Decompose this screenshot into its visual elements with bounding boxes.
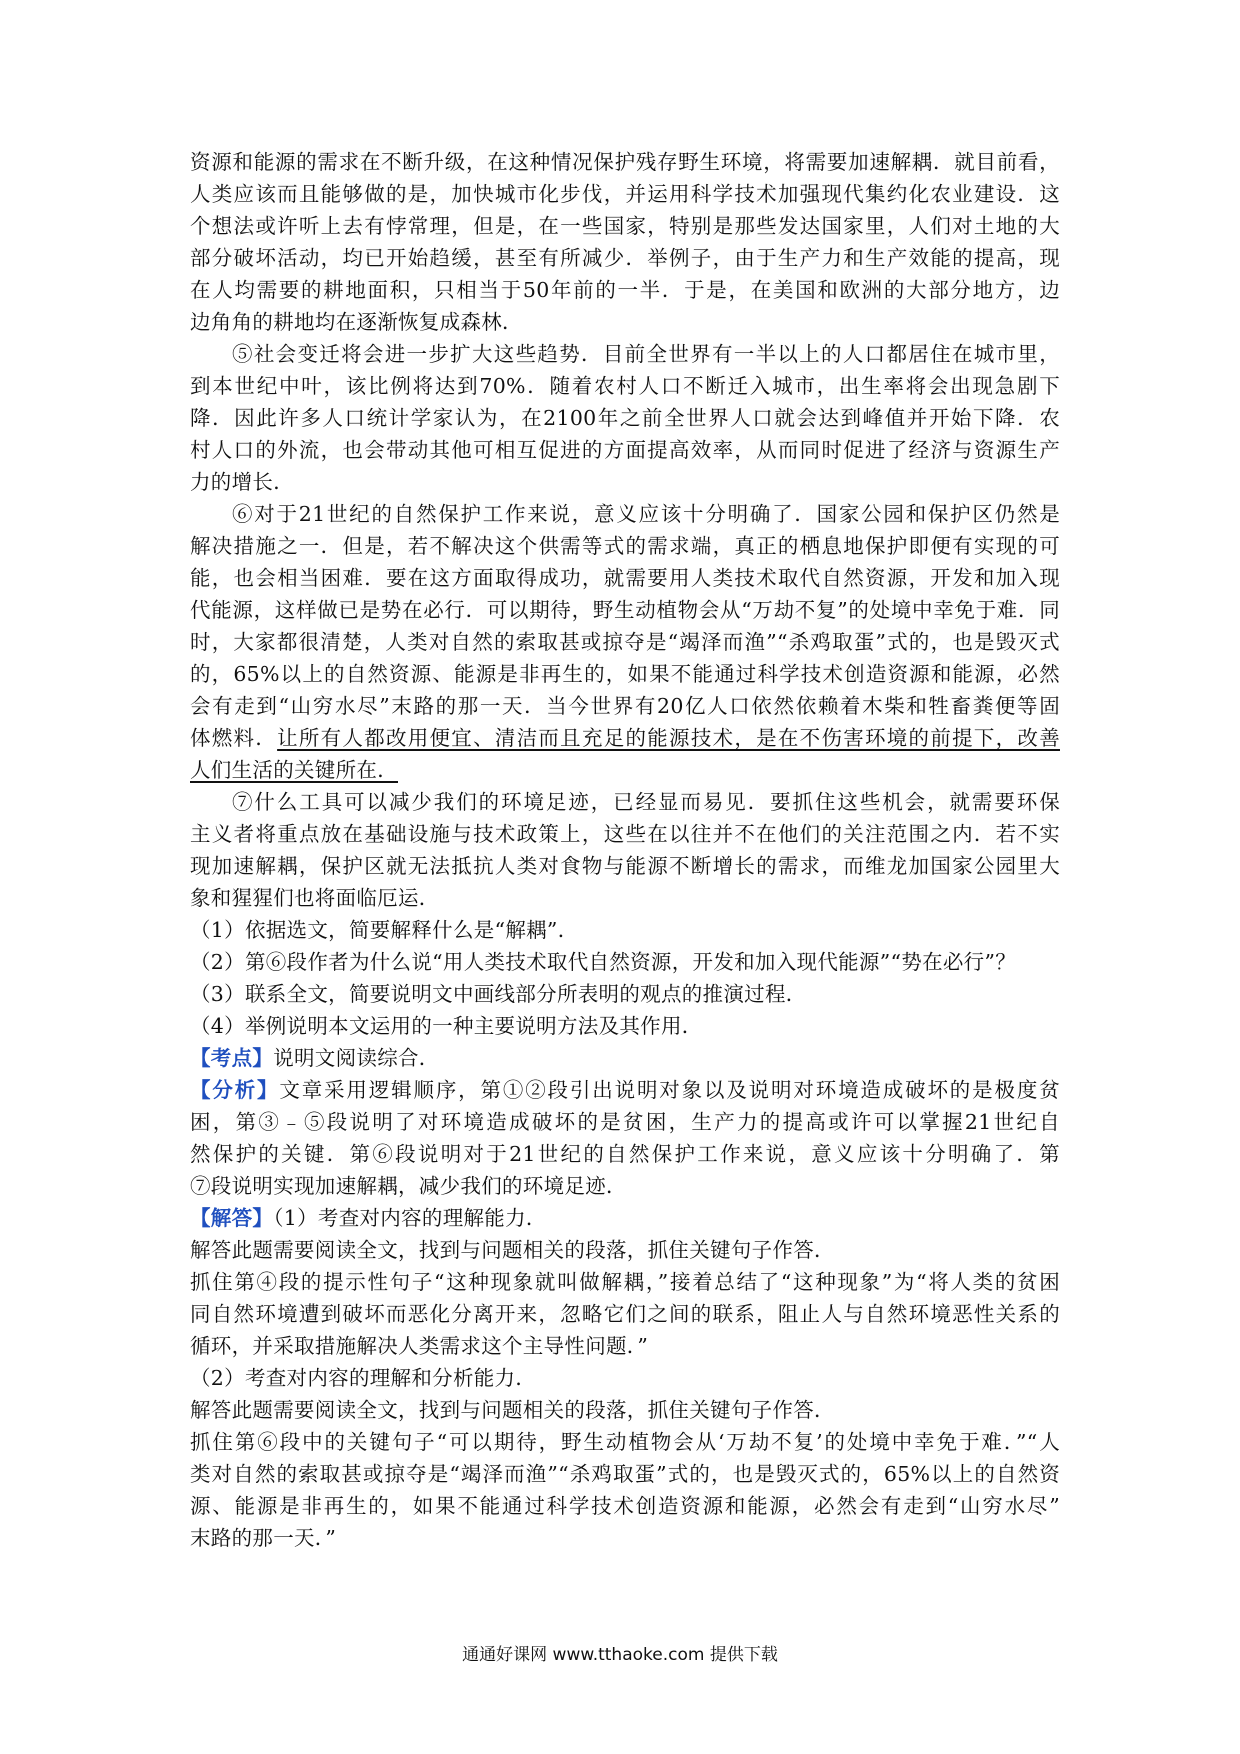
paragraph-6 <box>190 498 1060 786</box>
text-line <box>190 754 1060 786</box>
text-line <box>190 722 1060 754</box>
kaodian-line <box>190 1042 1060 1074</box>
text-line: 末路的那一天．” <box>190 1526 337 1550</box>
text-line: 村人口的外流，也会带动其他可相互促进的方面提高效率，从而同时促进了经济与资源生产 <box>190 438 1060 462</box>
paragraph-5 <box>190 338 1060 498</box>
text-line: 然保护的关键．第⑥段说明对于21世纪的自然保护工作来说，意义应该十分明确了．第 <box>190 1142 1060 1166</box>
fenxi-label: 【分析】 <box>190 1078 280 1102</box>
question-list <box>190 914 1060 1042</box>
fenxi-text: 文章采用逻辑顺序，第①②段引出说明对象以及说明对环境造成破坏的是极度贫 <box>279 1078 1060 1102</box>
text-line: 力的增长． <box>190 470 294 494</box>
text-line: 人类应该而且能够做的是，加快城市化步伐，并运用科学技术加强现代集约化农业建设．这 <box>190 182 1060 206</box>
text-line: （2）考查对内容的理解和分析能力． <box>190 1366 537 1390</box>
text-line: 循环，并采取措施解决人类需求这个主导性问题．” <box>190 1334 649 1358</box>
text-line <box>190 1202 1060 1234</box>
text-line: 能，也会相当困难．要在这方面取得成功，就需要用人类技术取代自然资源，开发和加入现 <box>190 566 1060 590</box>
analysis-section <box>190 1074 1060 1202</box>
question-item: （1）依据选文，简要解释什么是“解耦”． <box>190 918 579 942</box>
text-line: 的，65%以上的自然资源、能源是非再生的，如果不能通过科学技术创造资源和能源，必然 <box>190 662 1060 686</box>
text-line <box>190 1074 1060 1106</box>
text-line: 代能源，这样做已是势在必行．可以期待，野生动植物会从“万劫不复”的处境中幸免于难．同 <box>190 598 1060 622</box>
paragraph-7 <box>190 786 1060 914</box>
question-item: （2）第⑥段作者为什么说“用人类技术取代自然资源，开发和加入现代能源”“势在必行”？ <box>190 950 1017 974</box>
kaodian-text: 说明文阅读综合． <box>273 1046 440 1070</box>
text-line: ⑥对于21世纪的自然保护工作来说，意义应该十分明确了．国家公园和保护区仍然是 <box>232 502 1060 526</box>
text-line: 抓住第⑥段中的关键句子“可以期待，野生动植物会从‘万劫不复’的处境中幸免于难．”“人 <box>190 1430 1060 1454</box>
text-line: 同自然环境遭到破坏而恶化分离开来，忽略它们之间的联系，阻止人与自然环境恶性关系的 <box>190 1302 1060 1326</box>
text-line: 解答此题需要阅读全文，找到与问题相关的段落，抓住关键句子作答． <box>190 1238 835 1262</box>
text-line: 会有走到“山穷水尽”末路的那一天．当今世界有20亿人口依然依赖着木柴和牲畜粪便等固 <box>190 694 1060 718</box>
text-line: 解决措施之一．但是，若不解决这个供需等式的需求端，真正的栖息地保护即便有实现的可 <box>190 534 1060 558</box>
jieda-label: 【解答】 <box>190 1206 274 1230</box>
jieda-text: （1）考查对内容的理解能力． <box>273 1206 547 1230</box>
text-line: 降．因此许多人口统计学家认为，在2100年之前全世界人口就会达到峰值并开始下降．农 <box>190 406 1060 430</box>
page-footer: 通通好课网 www.tthaoke.com 提供下载 <box>462 1645 778 1665</box>
text-line: 源、能源是非再生的，如果不能通过科学技术创造资源和能源，必然会有走到“山穷水尽” <box>190 1494 1060 1518</box>
text-line: 部分破坏活动，均已开始趋缓，甚至有所减少．举例子，由于生产力和生产效能的提高，现 <box>190 246 1060 270</box>
text-line: 在人均需要的耕地面积，只相当于50年前的一半．于是，在美国和欧洲的大部分地方，边 <box>190 278 1060 302</box>
question-item: （4）举例说明本文运用的一种主要说明方法及其作用． <box>190 1014 703 1038</box>
text-line: ⑦段说明实现加速解耦，减少我们的环境足迹． <box>190 1174 627 1198</box>
text-line: 现加速解耦，保护区就无法抵抗人类对食物与能源不断增长的需求，而维龙加国家公园里大 <box>190 854 1060 878</box>
document-body <box>190 146 1060 1554</box>
text-line: 类对自然的索取甚或掠夺是“竭泽而渔”“杀鸡取蛋”式的，也是毁灭式的，65%以上的自然资 <box>190 1462 1060 1486</box>
text-line: ⑤社会变迁将会进一步扩大这些趋势．目前全世界有一半以上的人口都居住在城市里， <box>232 342 1060 366</box>
text-line: 到本世纪中叶，该比例将达到70%．随着农村人口不断迁入城市，出生率将会出现急剧下 <box>190 374 1060 398</box>
underlined-sentence: 人们生活的关键所在． <box>190 758 398 782</box>
text-line: 边角角的耕地均在逐渐恢复成森林． <box>190 310 523 334</box>
text-line: 个想法或许听上去有悖常理，但是，在一些国家，特别是那些发达国家里，人们对土地的大 <box>190 214 1060 238</box>
text-span: 体燃料． <box>190 726 278 750</box>
answer-section <box>190 1202 1060 1554</box>
text-line: 资源和能源的需求在不断升级，在这种情况保护残存野生环境，将需要加速解耦．就目前看， <box>190 150 1060 174</box>
paragraph-4-tail <box>190 146 1060 338</box>
text-line: 抓住第④段的提示性句子“这种现象就叫做解耦，”接着总结了“这种现象”为“将人类的贫困 <box>190 1270 1060 1294</box>
text-line: 解答此题需要阅读全文，找到与问题相关的段落，抓住关键句子作答． <box>190 1398 835 1422</box>
text-line: 象和猩猩们也将面临厄运． <box>190 886 440 910</box>
question-item: （3）联系全文，简要说明文中画线部分所表明的观点的推演过程． <box>190 982 807 1006</box>
text-line: 主义者将重点放在基础设施与技术政策上，这些在以往并不在他们的关注范围之内．若不实 <box>190 822 1060 846</box>
text-line: ⑦什么工具可以减少我们的环境足迹，已经显而易见．要抓住这些机会，就需要环保 <box>232 790 1060 814</box>
text-line: 困，第③﹣⑤段说明了对环境造成破坏的是贫困，生产力的提高或许可以掌握21世纪自 <box>190 1110 1060 1134</box>
text-line: 时，大家都很清楚，人类对自然的索取甚或掠夺是“竭泽而渔”“杀鸡取蛋”式的，也是毁灭式 <box>190 630 1060 654</box>
underlined-sentence: 让所有人都改用便宜、清洁而且充足的能源技术，是在不伤害环境的前提下，改善 <box>277 726 1060 750</box>
kaodian-label: 【考点】 <box>190 1046 274 1070</box>
